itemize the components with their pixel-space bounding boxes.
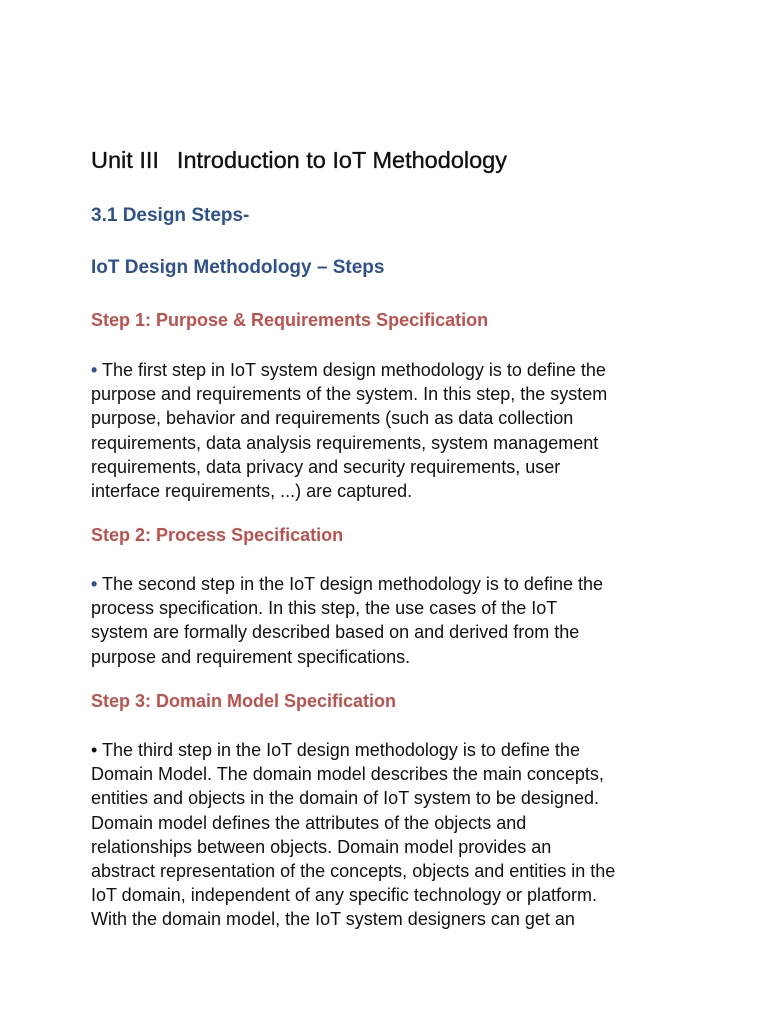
section-heading: 3.1 Design Steps- xyxy=(91,205,250,226)
paragraph-line: • The first step in IoT system design methodology is to define the xyxy=(91,360,606,380)
step-3-paragraph xyxy=(91,738,691,932)
paragraph-line: purpose, behavior and requirements (such as data collection xyxy=(91,408,574,429)
bullet: • xyxy=(91,574,98,594)
paragraph-line: abstract representation of the concepts, objects and entities in the xyxy=(91,861,616,882)
paragraph-line: requirements, data privacy and security requirements, user xyxy=(91,456,561,477)
paragraph-line: interface requirements, ...) are captured. xyxy=(91,481,413,502)
bullet: • xyxy=(91,740,98,760)
sub-heading: IoT Design Methodology – Steps xyxy=(91,257,385,278)
paragraph-line: Domain Model. The domain model describes the main concepts, xyxy=(91,764,604,785)
title-unit: Unit III xyxy=(91,147,159,173)
paragraph-line: purpose and requirements of the system. In this step, the system xyxy=(91,384,608,405)
paragraph-line: process specification. In this step, the use cases of the IoT xyxy=(91,598,558,619)
step-3-heading: Step 3: Domain Model Specification xyxy=(91,691,397,711)
paragraph-line: Domain model defines the attributes of the objects and xyxy=(91,812,527,833)
page-title xyxy=(91,147,507,174)
paragraph-line: system are formally described based on and derived from the xyxy=(91,622,580,643)
paragraph-line: purpose and requirement specifications. xyxy=(91,646,411,667)
paragraph-line: entities and objects in the domain of IoT system to be designed. xyxy=(91,788,599,809)
paragraph-line: relationships between objects. Domain model provides an xyxy=(91,836,552,857)
paragraph-line: • The third step in the IoT design methodology is to define the xyxy=(91,740,580,760)
paragraph-line: • The second step in the IoT design methodology is to define the xyxy=(91,574,603,594)
bullet: • xyxy=(91,360,98,380)
step-2-paragraph xyxy=(91,572,691,669)
paragraph-line: requirements, data analysis requirements, system management xyxy=(91,432,599,453)
step-1-heading: Step 1: Purpose & Requirements Specification xyxy=(91,310,489,330)
paragraph-line: With the domain model, the IoT system designers can get an xyxy=(91,909,575,930)
paragraph-line: IoT domain, independent of any specific technology or platform. xyxy=(91,885,597,906)
step-2-heading: Step 2: Process Specification xyxy=(91,525,344,545)
step-1-paragraph xyxy=(91,358,691,503)
title-text: Introduction to IoT Methodology xyxy=(176,147,508,173)
